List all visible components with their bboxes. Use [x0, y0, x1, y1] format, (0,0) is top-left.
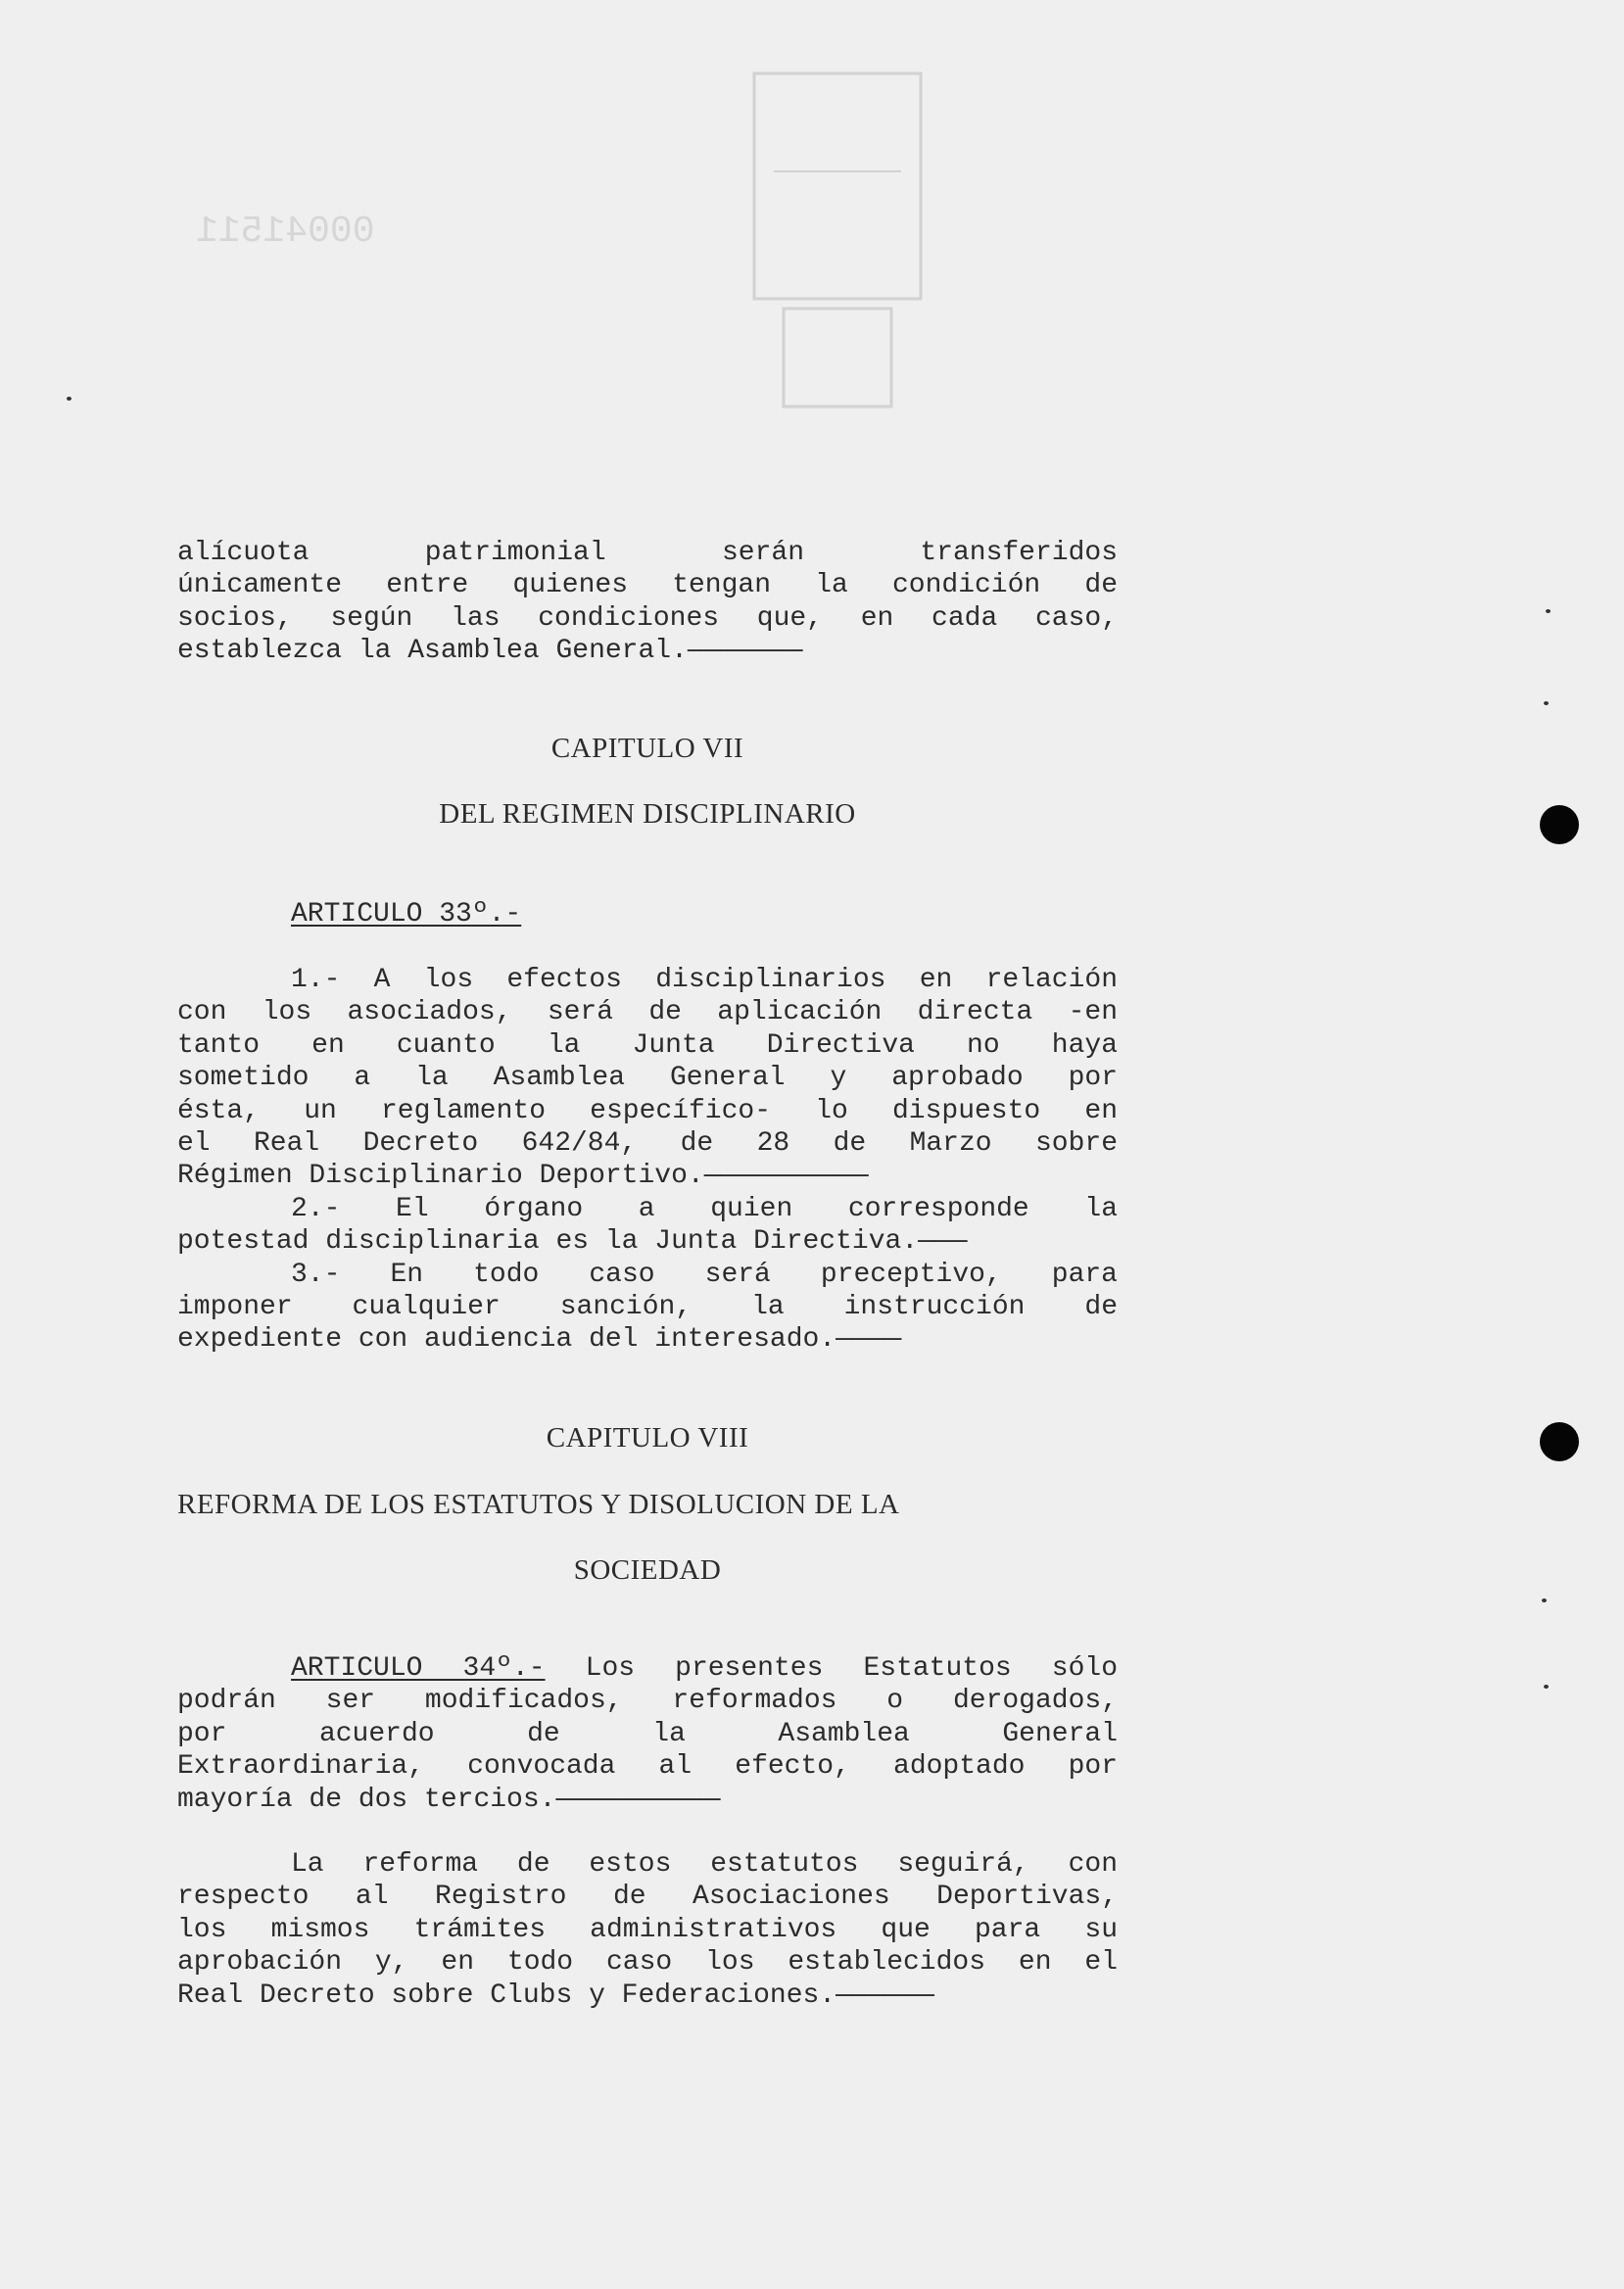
- text-line: únicamente entre quienes tengan la condición de: [177, 570, 1118, 601]
- text-line: respecto al Registro de Asociaciones Deportivas,: [177, 1882, 1118, 1913]
- text-line: Régimen Disciplinario Deportivo.——————————: [177, 1161, 869, 1192]
- article-first-line: Los presentes Estatutos sólo: [545, 1653, 1119, 1684]
- text-line: 1.- A los efectos disciplinarios en relación: [291, 965, 1118, 995]
- chapter-subtitle: REFORMA DE LOS ESTATUTOS Y DISOLUCION DE LA: [177, 1489, 900, 1520]
- article33: [177, 898, 1118, 930]
- chapter7-subheading: [177, 798, 1118, 831]
- speck: [1542, 1598, 1547, 1602]
- article34-body: [177, 1652, 1118, 1816]
- text-line: los mismos trámites administrativos que para su: [177, 1914, 1118, 1945]
- text-line: 2.- El órgano a quien corresponde la: [291, 1193, 1118, 1224]
- chapter7-heading: [177, 733, 1118, 765]
- text-line: [177, 1652, 1118, 1685]
- text-line: imponer cualquier sanción, la instrucción de: [177, 1292, 1118, 1323]
- article-heading: ARTICULO 34º.-: [291, 1653, 546, 1684]
- text-line: socios, según las condiciones que, en cada caso,: [177, 602, 1118, 634]
- text-line: sometido a la Asamblea General y aprobado por: [177, 1063, 1118, 1094]
- text-line: Extraordinaria, convocada al efecto, adoptado por: [177, 1751, 1118, 1783]
- text-line: Real Decreto sobre Clubs y Federaciones.——————: [177, 1979, 934, 2011]
- speck: [1546, 609, 1551, 613]
- speck: [1544, 1685, 1549, 1689]
- chapter-title: CAPITULO VIII: [546, 1422, 749, 1454]
- article33-body: [177, 964, 1118, 1357]
- text-line: 3.- En todo caso será preceptivo, para: [291, 1259, 1118, 1290]
- text-line: potestad disciplinaria es la Junta Directiva.———: [177, 1226, 968, 1258]
- text-line: con los asociados, será de aplicación directa -en: [177, 997, 1118, 1028]
- article-heading: ARTICULO 33º.-: [291, 899, 522, 930]
- text-line: aprobación y, en todo caso los establecidos en el: [177, 1947, 1118, 1979]
- chapter8-subheading: [177, 1489, 1118, 1521]
- speck: [67, 397, 72, 401]
- text-line: mayoría de dos tercios.——————————: [177, 1784, 721, 1815]
- bleed-through-stamp: [715, 54, 960, 436]
- text-line: expediente con audiencia del interesado.————: [177, 1324, 902, 1356]
- chapter8-subheading-2: [177, 1554, 1118, 1587]
- speck: [1544, 701, 1549, 705]
- punch-hole-top: [1540, 805, 1579, 844]
- document-body: [177, 537, 1118, 668]
- chapter-subtitle: DEL REGIMEN DISCIPLINARIO: [439, 798, 856, 830]
- text-line: el Real Decreto 642/84, de 28 de Marzo sobre: [177, 1128, 1118, 1160]
- punch-hole-bottom: [1540, 1422, 1579, 1461]
- text-line: establezca la Asamblea General.———————: [177, 636, 803, 667]
- intro-paragraph: [177, 537, 1118, 668]
- chapter8-heading: [177, 1422, 1118, 1454]
- text-line: tanto en cuanto la Junta Directiva no haya: [177, 1029, 1118, 1061]
- text-line: podrán ser modificados, reformados o derogados,: [177, 1686, 1118, 1717]
- text-line: La reforma de estos estatutos seguirá, con: [291, 1849, 1118, 1880]
- bleed-through-number: 00041511: [196, 211, 375, 253]
- text-line: alícuota patrimonial serán transferidos: [177, 538, 1118, 568]
- text-line: ésta, un reglamento específico- lo dispuesto en: [177, 1095, 1118, 1126]
- chapter-title: CAPITULO VII: [550, 733, 744, 764]
- article34-para2: [177, 1848, 1118, 2012]
- text-line: por acuerdo de la Asamblea General: [177, 1718, 1118, 1749]
- chapter-subtitle-cont: SOCIEDAD: [573, 1554, 722, 1586]
